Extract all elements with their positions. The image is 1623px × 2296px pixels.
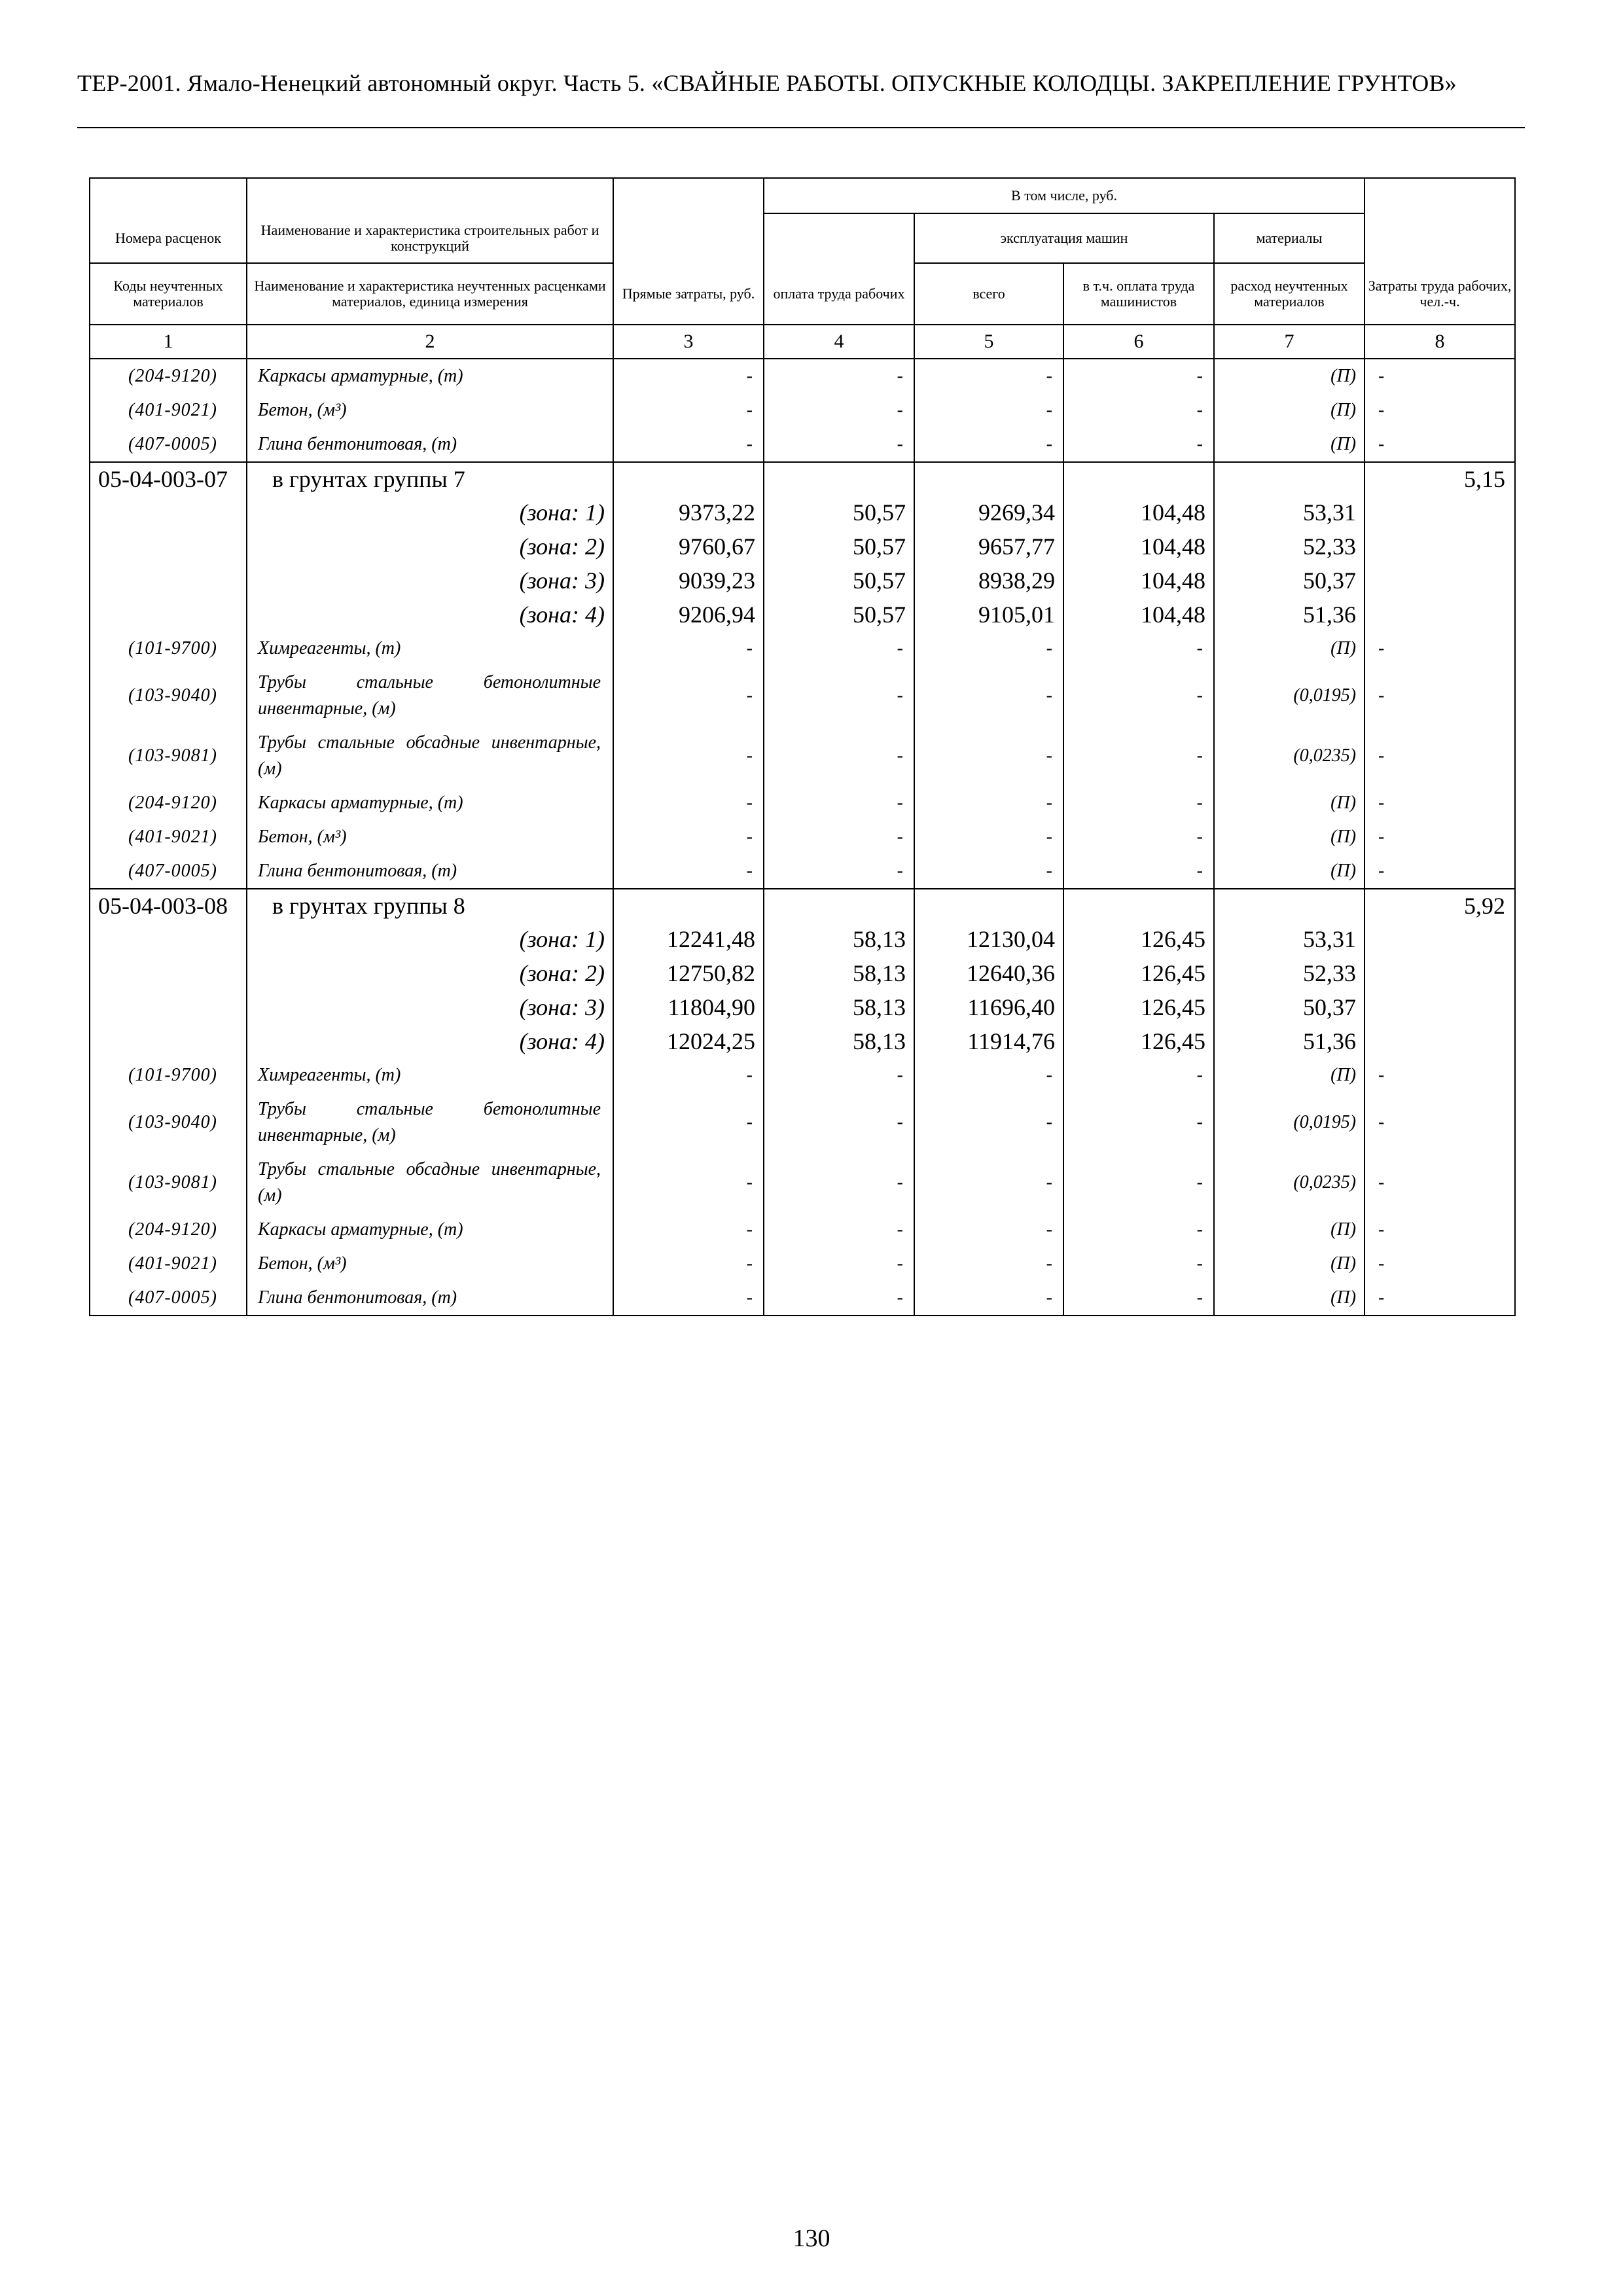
material-code: (401-9021) bbox=[90, 393, 247, 427]
machine-total-cell: - bbox=[914, 1092, 1063, 1153]
worker-pay-cell: 50,57 bbox=[764, 529, 914, 564]
worker-pay-cell: - bbox=[764, 1281, 914, 1316]
machine-total-cell: - bbox=[914, 666, 1063, 726]
table-body bbox=[90, 359, 1515, 1316]
machine-total-cell: - bbox=[914, 1247, 1063, 1281]
header-total: всего bbox=[914, 263, 1063, 325]
material-cost-cell: 50,37 bbox=[1214, 990, 1364, 1024]
rate-labor: 5,92 bbox=[1364, 889, 1515, 922]
col-number: 3 bbox=[613, 325, 764, 359]
machine-total-cell: 12130,04 bbox=[914, 922, 1063, 956]
header-direct-blank-2 bbox=[613, 213, 764, 263]
direct-costs-cell: 9206,94 bbox=[613, 598, 764, 632]
empty-cell bbox=[914, 462, 1063, 495]
operator-pay-cell: 104,48 bbox=[1063, 564, 1214, 598]
operator-pay-cell: - bbox=[1063, 854, 1214, 889]
material-row bbox=[90, 1092, 1515, 1153]
material-consumption-cell: (П) bbox=[1214, 1281, 1364, 1316]
material-code: (407-0005) bbox=[90, 427, 247, 462]
header-work-name-label: Наименование и характеристика строительных работ и конструкций bbox=[247, 213, 613, 263]
machine-total-cell: 11914,76 bbox=[914, 1024, 1063, 1058]
zone-row bbox=[90, 1024, 1515, 1058]
empty-cell bbox=[1364, 564, 1515, 598]
material-row bbox=[90, 1213, 1515, 1247]
worker-pay-cell: 58,13 bbox=[764, 1024, 914, 1058]
material-name: Каркасы арматурные, (т) bbox=[247, 786, 613, 820]
empty-cell bbox=[613, 889, 764, 922]
operator-pay-cell: - bbox=[1063, 632, 1214, 666]
zone-row bbox=[90, 564, 1515, 598]
machine-total-cell: - bbox=[914, 1213, 1063, 1247]
material-row bbox=[90, 726, 1515, 786]
material-name: Бетон, (м³) bbox=[247, 393, 613, 427]
material-name: Трубы стальные обсадные инвентарные, (м) bbox=[247, 1153, 613, 1213]
material-name: Каркасы арматурные, (т) bbox=[247, 359, 613, 393]
operator-pay-cell: - bbox=[1063, 1281, 1214, 1316]
empty-cell bbox=[90, 922, 247, 956]
worker-pay-cell: - bbox=[764, 1213, 914, 1247]
empty-cell bbox=[90, 1024, 247, 1058]
labor-cell: - bbox=[1364, 359, 1515, 393]
direct-costs-cell: 9373,22 bbox=[613, 495, 764, 529]
material-consumption-cell: (П) bbox=[1214, 632, 1364, 666]
material-code: (401-9021) bbox=[90, 1247, 247, 1281]
empty-cell bbox=[90, 956, 247, 990]
direct-costs-cell: 9760,67 bbox=[613, 529, 764, 564]
material-cost-cell: 52,33 bbox=[1214, 529, 1364, 564]
direct-costs-cell: - bbox=[613, 1281, 764, 1316]
material-name: Бетон, (м³) bbox=[247, 820, 613, 854]
operator-pay-cell: - bbox=[1063, 359, 1214, 393]
labor-cell: - bbox=[1364, 393, 1515, 427]
material-consumption-cell: (П) bbox=[1214, 854, 1364, 889]
worker-pay-cell: - bbox=[764, 726, 914, 786]
machine-total-cell: 12640,36 bbox=[914, 956, 1063, 990]
header-labor-costs: Затраты труда рабочих, чел.-ч. bbox=[1364, 263, 1515, 325]
header-direct-blank bbox=[613, 178, 764, 213]
operator-pay-cell: - bbox=[1063, 666, 1214, 726]
zone-row bbox=[90, 598, 1515, 632]
worker-pay-cell: - bbox=[764, 1153, 914, 1213]
labor-cell: - bbox=[1364, 1247, 1515, 1281]
operator-pay-cell: 104,48 bbox=[1063, 529, 1214, 564]
material-row bbox=[90, 1058, 1515, 1092]
operator-pay-cell: - bbox=[1063, 726, 1214, 786]
material-code: (103-9081) bbox=[90, 1153, 247, 1213]
header-work-name bbox=[247, 178, 613, 213]
labor-cell: - bbox=[1364, 632, 1515, 666]
material-consumption-cell: (П) bbox=[1214, 393, 1364, 427]
direct-costs-cell: - bbox=[613, 786, 764, 820]
machine-total-cell: 9105,01 bbox=[914, 598, 1063, 632]
rates-table bbox=[89, 177, 1516, 1316]
header-operator-pay: в т.ч. оплата труда машинистов bbox=[1063, 263, 1214, 325]
empty-cell bbox=[613, 462, 764, 495]
col-number: 2 bbox=[247, 325, 613, 359]
operator-pay-cell: - bbox=[1063, 427, 1214, 462]
material-code: (204-9120) bbox=[90, 359, 247, 393]
rate-row bbox=[90, 889, 1515, 922]
material-row bbox=[90, 632, 1515, 666]
material-code: (204-9120) bbox=[90, 1213, 247, 1247]
material-row bbox=[90, 854, 1515, 889]
labor-cell: - bbox=[1364, 427, 1515, 462]
header-worker-blank bbox=[764, 213, 914, 263]
header-material-codes: Коды неучтенных материалов bbox=[90, 263, 247, 325]
worker-pay-cell: - bbox=[764, 1092, 914, 1153]
direct-costs-cell: - bbox=[613, 1247, 764, 1281]
direct-costs-cell: 11804,90 bbox=[613, 990, 764, 1024]
worker-pay-cell: 50,57 bbox=[764, 564, 914, 598]
header-direct-costs: Прямые затраты, руб. bbox=[613, 263, 764, 325]
material-name: Глина бентонитовая, (т) bbox=[247, 427, 613, 462]
col-number: 1 bbox=[90, 325, 247, 359]
direct-costs-cell: 12241,48 bbox=[613, 922, 764, 956]
operator-pay-cell: 104,48 bbox=[1063, 598, 1214, 632]
material-consumption-cell: (0,0235) bbox=[1214, 1153, 1364, 1213]
zone-row bbox=[90, 990, 1515, 1024]
empty-cell bbox=[90, 990, 247, 1024]
empty-cell bbox=[1364, 990, 1515, 1024]
empty-cell bbox=[1063, 462, 1214, 495]
worker-pay-cell: - bbox=[764, 1247, 914, 1281]
machine-total-cell: 9657,77 bbox=[914, 529, 1063, 564]
operator-pay-cell: 126,45 bbox=[1063, 990, 1214, 1024]
direct-costs-cell: - bbox=[613, 632, 764, 666]
direct-costs-cell: 12024,25 bbox=[613, 1024, 764, 1058]
zone-label: (зона: 1) bbox=[247, 495, 613, 529]
material-consumption-cell: (П) bbox=[1214, 427, 1364, 462]
worker-pay-cell: - bbox=[764, 854, 914, 889]
worker-pay-cell: - bbox=[764, 393, 914, 427]
labor-cell: - bbox=[1364, 666, 1515, 726]
worker-pay-cell: - bbox=[764, 666, 914, 726]
header-rate-numbers bbox=[90, 178, 247, 213]
direct-costs-cell: 12750,82 bbox=[613, 956, 764, 990]
zone-label: (зона: 4) bbox=[247, 1024, 613, 1058]
material-cost-cell: 50,37 bbox=[1214, 564, 1364, 598]
material-consumption-cell: (0,0195) bbox=[1214, 666, 1364, 726]
header-labor-blank-2 bbox=[1364, 213, 1515, 263]
operator-pay-cell: - bbox=[1063, 1247, 1214, 1281]
table-header bbox=[90, 178, 1515, 359]
header-worker-pay: оплата труда рабочих bbox=[764, 263, 914, 325]
material-name: Каркасы арматурные, (т) bbox=[247, 1213, 613, 1247]
worker-pay-cell: - bbox=[764, 632, 914, 666]
labor-cell: - bbox=[1364, 726, 1515, 786]
empty-cell bbox=[764, 889, 914, 922]
direct-costs-cell: - bbox=[613, 1153, 764, 1213]
header-labor-blank bbox=[1364, 178, 1515, 213]
material-row bbox=[90, 393, 1515, 427]
zone-label: (зона: 2) bbox=[247, 529, 613, 564]
empty-cell bbox=[90, 564, 247, 598]
machine-total-cell: - bbox=[914, 1153, 1063, 1213]
material-row bbox=[90, 1281, 1515, 1316]
empty-cell bbox=[1364, 598, 1515, 632]
material-consumption-cell: (П) bbox=[1214, 1213, 1364, 1247]
material-row bbox=[90, 427, 1515, 462]
worker-pay-cell: 50,57 bbox=[764, 495, 914, 529]
empty-cell bbox=[1063, 889, 1214, 922]
machine-total-cell: - bbox=[914, 427, 1063, 462]
material-consumption-cell: (П) bbox=[1214, 1247, 1364, 1281]
material-cost-cell: 53,31 bbox=[1214, 495, 1364, 529]
rate-code: 05-04-003-08 bbox=[90, 889, 247, 922]
header-material-name: Наименование и характеристика неучтенных расценками материалов, единица измерения bbox=[247, 263, 613, 325]
material-row bbox=[90, 786, 1515, 820]
zone-label: (зона: 2) bbox=[247, 956, 613, 990]
material-consumption-cell: (П) bbox=[1214, 820, 1364, 854]
machine-total-cell: - bbox=[914, 820, 1063, 854]
col-number: 5 bbox=[914, 325, 1063, 359]
worker-pay-cell: - bbox=[764, 359, 914, 393]
material-name: Глина бентонитовая, (т) bbox=[247, 1281, 613, 1316]
zone-row bbox=[90, 956, 1515, 990]
header-including: В том числе, руб. bbox=[764, 178, 1364, 213]
rate-title: в грунтах группы 7 bbox=[247, 462, 613, 495]
rate-labor: 5,15 bbox=[1364, 462, 1515, 495]
col-number: 6 bbox=[1063, 325, 1214, 359]
labor-cell: - bbox=[1364, 1213, 1515, 1247]
empty-cell bbox=[90, 495, 247, 529]
material-row bbox=[90, 820, 1515, 854]
empty-cell bbox=[1364, 922, 1515, 956]
zone-label: (зона: 1) bbox=[247, 922, 613, 956]
material-cost-cell: 51,36 bbox=[1214, 1024, 1364, 1058]
operator-pay-cell: - bbox=[1063, 1153, 1214, 1213]
empty-cell bbox=[90, 598, 247, 632]
direct-costs-cell: - bbox=[613, 359, 764, 393]
zone-row bbox=[90, 529, 1515, 564]
empty-cell bbox=[914, 889, 1063, 922]
empty-cell bbox=[1364, 529, 1515, 564]
zone-row bbox=[90, 922, 1515, 956]
header-machine-ops: эксплуатация машин bbox=[914, 213, 1214, 263]
material-name: Трубы стальные обсадные инвентарные, (м) bbox=[247, 726, 613, 786]
material-row bbox=[90, 1247, 1515, 1281]
col-number: 8 bbox=[1364, 325, 1515, 359]
empty-cell bbox=[90, 529, 247, 564]
empty-cell bbox=[1364, 956, 1515, 990]
worker-pay-cell: 50,57 bbox=[764, 598, 914, 632]
header-material-consumption: расход неучтенных материалов bbox=[1214, 263, 1364, 325]
rate-title: в грунтах группы 8 bbox=[247, 889, 613, 922]
worker-pay-cell: - bbox=[764, 786, 914, 820]
direct-costs-cell: 9039,23 bbox=[613, 564, 764, 598]
direct-costs-cell: - bbox=[613, 1092, 764, 1153]
machine-total-cell: - bbox=[914, 786, 1063, 820]
material-code: (407-0005) bbox=[90, 854, 247, 889]
labor-cell: - bbox=[1364, 854, 1515, 889]
machine-total-cell: 9269,34 bbox=[914, 495, 1063, 529]
zone-label: (зона: 3) bbox=[247, 990, 613, 1024]
material-name: Бетон, (м³) bbox=[247, 1247, 613, 1281]
material-code: (103-9040) bbox=[90, 1092, 247, 1153]
empty-cell bbox=[1214, 462, 1364, 495]
worker-pay-cell: 58,13 bbox=[764, 956, 914, 990]
direct-costs-cell: - bbox=[613, 854, 764, 889]
material-cost-cell: 51,36 bbox=[1214, 598, 1364, 632]
material-code: (101-9700) bbox=[90, 1058, 247, 1092]
material-code: (103-9040) bbox=[90, 666, 247, 726]
material-consumption-cell: (0,0235) bbox=[1214, 726, 1364, 786]
worker-pay-cell: 58,13 bbox=[764, 990, 914, 1024]
operator-pay-cell: - bbox=[1063, 1213, 1214, 1247]
material-consumption-cell: (П) bbox=[1214, 786, 1364, 820]
header-materials: материалы bbox=[1214, 213, 1364, 263]
machine-total-cell: 8938,29 bbox=[914, 564, 1063, 598]
operator-pay-cell: - bbox=[1063, 786, 1214, 820]
machine-total-cell: - bbox=[914, 1281, 1063, 1316]
machine-total-cell: 11696,40 bbox=[914, 990, 1063, 1024]
material-row bbox=[90, 1153, 1515, 1213]
direct-costs-cell: - bbox=[613, 820, 764, 854]
material-code: (407-0005) bbox=[90, 1281, 247, 1316]
header-rule bbox=[77, 127, 1525, 128]
material-consumption-cell: (П) bbox=[1214, 359, 1364, 393]
material-code: (103-9081) bbox=[90, 726, 247, 786]
operator-pay-cell: 104,48 bbox=[1063, 495, 1214, 529]
zone-label: (зона: 3) bbox=[247, 564, 613, 598]
operator-pay-cell: 126,45 bbox=[1063, 922, 1214, 956]
operator-pay-cell: 126,45 bbox=[1063, 1024, 1214, 1058]
operator-pay-cell: - bbox=[1063, 820, 1214, 854]
empty-cell bbox=[1364, 495, 1515, 529]
direct-costs-cell: - bbox=[613, 666, 764, 726]
material-row bbox=[90, 666, 1515, 726]
worker-pay-cell: - bbox=[764, 820, 914, 854]
direct-costs-cell: - bbox=[613, 393, 764, 427]
material-name: Глина бентонитовая, (т) bbox=[247, 854, 613, 889]
worker-pay-cell: - bbox=[764, 427, 914, 462]
material-code: (101-9700) bbox=[90, 632, 247, 666]
operator-pay-cell: - bbox=[1063, 1058, 1214, 1092]
col-number: 4 bbox=[764, 325, 914, 359]
empty-cell bbox=[764, 462, 914, 495]
material-cost-cell: 52,33 bbox=[1214, 956, 1364, 990]
machine-total-cell: - bbox=[914, 726, 1063, 786]
worker-pay-cell: - bbox=[764, 1058, 914, 1092]
material-name: Химреагенты, (т) bbox=[247, 632, 613, 666]
material-name: Химреагенты, (т) bbox=[247, 1058, 613, 1092]
rate-code: 05-04-003-07 bbox=[90, 462, 247, 495]
operator-pay-cell: - bbox=[1063, 1092, 1214, 1153]
machine-total-cell: - bbox=[914, 1058, 1063, 1092]
operator-pay-cell: 126,45 bbox=[1063, 956, 1214, 990]
labor-cell: - bbox=[1364, 786, 1515, 820]
labor-cell: - bbox=[1364, 820, 1515, 854]
machine-total-cell: - bbox=[914, 632, 1063, 666]
material-consumption-cell: (0,0195) bbox=[1214, 1092, 1364, 1153]
machine-total-cell: - bbox=[914, 854, 1063, 889]
labor-cell: - bbox=[1364, 1281, 1515, 1316]
material-consumption-cell: (П) bbox=[1214, 1058, 1364, 1092]
material-code: (401-9021) bbox=[90, 820, 247, 854]
labor-cell: - bbox=[1364, 1153, 1515, 1213]
material-name: Трубы стальные бетонолитные инвентарные, (м) bbox=[247, 666, 613, 726]
direct-costs-cell: - bbox=[613, 1213, 764, 1247]
page-number: 130 bbox=[793, 2225, 830, 2252]
material-row bbox=[90, 359, 1515, 393]
zone-row bbox=[90, 495, 1515, 529]
direct-costs-cell: - bbox=[613, 726, 764, 786]
labor-cell: - bbox=[1364, 1058, 1515, 1092]
rate-row bbox=[90, 462, 1515, 495]
material-name: Трубы стальные бетонолитные инвентарные, (м) bbox=[247, 1092, 613, 1153]
col-number: 7 bbox=[1214, 325, 1364, 359]
machine-total-cell: - bbox=[914, 359, 1063, 393]
worker-pay-cell: 58,13 bbox=[764, 922, 914, 956]
header-rate-numbers-label: Номера расценок bbox=[90, 213, 247, 263]
material-cost-cell: 53,31 bbox=[1214, 922, 1364, 956]
direct-costs-cell: - bbox=[613, 1058, 764, 1092]
operator-pay-cell: - bbox=[1063, 393, 1214, 427]
direct-costs-cell: - bbox=[613, 427, 764, 462]
page-header: ТЕР-2001. Ямало-Ненецкий автономный округ. Часть 5. «СВАЙНЫЕ РАБОТЫ. ОПУСКНЫЕ КОЛОДЦЫ. ЗАКРЕПЛЕНИЕ ГРУНТОВ» bbox=[77, 70, 1457, 96]
material-code: (204-9120) bbox=[90, 786, 247, 820]
labor-cell: - bbox=[1364, 1092, 1515, 1153]
empty-cell bbox=[1214, 889, 1364, 922]
zone-label: (зона: 4) bbox=[247, 598, 613, 632]
machine-total-cell: - bbox=[914, 393, 1063, 427]
empty-cell bbox=[1364, 1024, 1515, 1058]
